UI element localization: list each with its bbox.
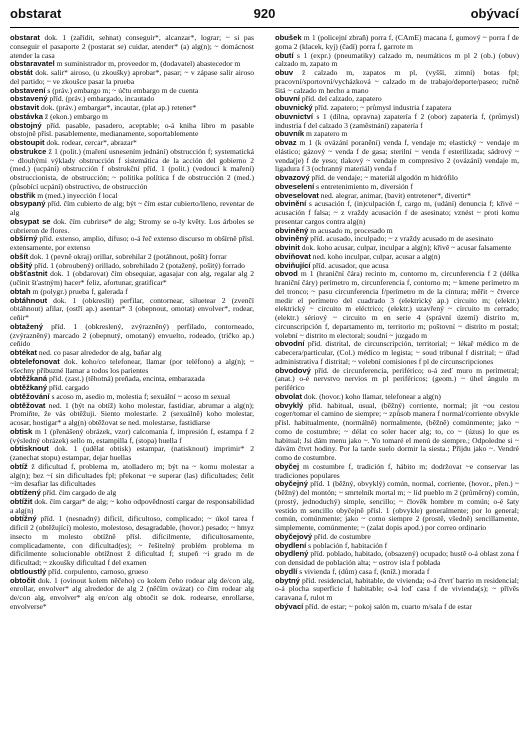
entry-definition: ned. 1 (být na obtíž) koho molestar, fastidiar, abrumar a alg(n); Promiňte, že vás obtěžuji. Siento molestarle. 2 (sexuálně) koho molestar, acosar, hostigar* a alg(n) obtěžovat se ned. molestarse, fastidiarse (10, 400, 254, 427)
entry-headword: obvod (275, 269, 298, 279)
entry-definition: dok. salir* airoso, (u zkoušky) aprobar*, pasar; ~ v zápase salir airoso del partido; ~ ve zkoušce pasar la prueba (10, 68, 254, 86)
entry-headword: obviněný (275, 234, 309, 244)
dictionary-entry (10, 428, 254, 446)
entry-headword: obvyklý (275, 400, 304, 410)
entry-headword: obtisk (10, 426, 33, 436)
entry-definition: ned. alegrar, animar, (bavit) entretener*, divertir* (318, 190, 471, 200)
entry-headword: obtelefonovat (10, 356, 60, 366)
entry-headword: obytný (275, 575, 300, 585)
entry-headword: obstavení (10, 85, 46, 95)
entry-definition: s entretenimiento m, diversión f (314, 181, 413, 191)
entry-headword: obšťastnit (10, 269, 48, 279)
entry-headword: obtáhnout (10, 295, 48, 305)
entry-headword: obsypat se (10, 216, 51, 226)
dictionary-entry (275, 34, 519, 52)
entry-definition: příd. čím cargado de alg (40, 488, 117, 497)
entry-headword: obtěžování (10, 391, 50, 401)
dictionary-entry (10, 445, 254, 463)
entry-headword: obšít (10, 251, 29, 261)
entry-definition: m suministrador m, proveedor m, (dodavatel) abastecedor m (54, 59, 241, 69)
entry-headword: obyčej (275, 461, 300, 471)
entry-definition: m zapatero m (304, 129, 348, 139)
entry-definition: příd. čím cubierto de alg; být ~ čím estar cubierto/lleno, reventar de alg (10, 199, 254, 217)
entry-definition: ž dificultad f, problema m, atolladero m; být na ~ komu molestar a alg(n); bez ~í sin dificultades fpl; překonat ~e superar (las) dificultades; čelit ~ím desafiar las dificultades (10, 461, 254, 489)
dictionary-entry (275, 270, 519, 340)
right-column (275, 34, 519, 744)
entry-definition: příd. poblado, habitado, (obsazený) ocupado; hustě o-á oblast zona f con densidad de población alta; ~ ostrov isla f poblada (275, 549, 519, 567)
entry-headword: obuvní (275, 94, 300, 104)
entry-definition: ž (ekon.) embargo m (42, 111, 108, 121)
entry-headword: obveselovat (275, 190, 319, 200)
entry-definition: m 1 (přenášený obrázek, vzor) calcomanía f, impresión f, estampa f 2 (výsledný obrázek) sello m, estampilla f, (stopa) huella f (10, 426, 254, 445)
entry-headword: obveselení (275, 181, 315, 191)
entry-headword: obydlený (275, 549, 309, 559)
entry-definition: m 1 (k ovázání poranění) venda f, vendaje m; elastický ~ vendaje m elástico; gázový ~ venda f de gasa; sterilní ~ venda f esterilizada; sádrový ~ venda(je) f de yeso; tlakový ~ vendaje m compresivo 2 (ovázání) vendaje m, ligadura f 3 (ochranný materiál) venda f (275, 138, 519, 174)
dictionary-entry (10, 148, 254, 192)
entry-definition: s vivienda f, (dům) casa f, (kníž.) morada f (297, 566, 430, 576)
entry-headword: obstát (10, 68, 33, 77)
dictionary-entry (275, 200, 519, 226)
entry-definition: ned. co pasar alrededor de alg, bañar alg (37, 348, 162, 357)
entry-definition: m 1 (policejní zbraň) porra f, (CAmE) macana f, gumový ~ porra f de goma 2 (klacek, kyj) (čadí) porra f, garrote m (275, 34, 519, 51)
entry-headword: obvodový (275, 365, 311, 375)
entry-definition: dok. (práv.) embargar*, incautar, (plat ap.) retener* (39, 103, 197, 112)
guide-word-last: obývací (470, 6, 519, 21)
page-number: 920 (253, 6, 276, 21)
entry-headword: obvinit (275, 243, 300, 252)
left-column (10, 34, 254, 744)
dictionary-entry (10, 515, 254, 568)
entry-definition: dok. 1 (zařídit, sehnat) conseguir*, alcanzar*, lograr; ~ si pas conseguir el pasaporte 2 (postarat se) cuidar, atender* (a) alg(n); ~ domácnost atender la casa (10, 34, 254, 60)
entry-definition: příd. distrital, de circunscripción, territorial; ~ lékař médico m de cabecera/particular, (Col.) médico m legista; ~ soud tribunal f distrital; ~ úřad administrativa f distrital; ~ volební comisiones f pl de circunscripciones (275, 339, 519, 366)
entry-definition: dok. koho/co telefonear, llamar (por teléfono) a alg(n); ~ všechny příbuzné llamar a todos los parientes (10, 356, 254, 375)
entry-headword: obtížený (10, 488, 41, 497)
entry-definition: příd. de vendaje; ~ materiál algodón m hidrófilo (309, 173, 458, 182)
entry-headword: obtisknout (10, 444, 49, 454)
entry-headword: obstávka (10, 111, 43, 121)
entry-headword: obuvník (275, 129, 305, 139)
entry-definition: ž 1 (polit.) (maření usnesením jednání) obstrucción f; systematická ~ dlouhými výklady obstrucción f sistemática de la acción del gobierno 2 (med.) (ucpání) obstrucción f obstrukční příd. 1 (polit.) (vedoucí k maření) obstruccionista, de obstrucción; ~ politika política f de obstrucción 2 (med.) (působící ucpání) obstructivo, de obstrucción (10, 146, 254, 191)
entry-definition: příd. 1 (běžný, obvyklý) común, normal, corriente, (hovor., přen.) ~ (běžný) del montón; ~ smrtelník mortal m; ~ lid pueblo m 2 (průměrný) común, (prostý, jednoduchý) simple, sencillo; ~ člověk hombre m común; o-é šaty vestido m sencillo obyčejně přísl. 1 (obvykle) generalmente; por lo general; común, comúnmente; jako ~ como siempre 2 (prostě, všedně) sencillamente, simplemente, comúnmente; ~ (zalat dopis apod.) por correo ordinario (275, 479, 519, 532)
entry-headword: obtížit (10, 496, 33, 506)
dictionary-entry (275, 463, 519, 481)
entry-definition: příd. zapatero; ~ průmysl industria f zapatera (312, 103, 452, 112)
entry-definition: m costumbre f, tradición f, hábito m; dodržovat ~e conservar las tradiciones populares (275, 461, 519, 480)
dictionary-entry (10, 463, 254, 489)
entry-definition: příd. residencial, habitable, de vivienda; o-á čtvrť barrio m residencial; o-á plocha superficie f habitable; o-á loď casa f de vivienda(s); ~ přívěs caravana f, rulot m (275, 575, 519, 602)
entry-definition: příd. extenso, amplio, difuso; o-á řeč extenso discurso m obšírně přísl. extensamente, por extenso (10, 234, 254, 252)
entry-definition: s población f, habitación f (306, 540, 388, 550)
entry-headword: obviňující (275, 260, 311, 270)
entry-headword: obstoupit (10, 138, 45, 147)
entry-headword: obtažený (10, 321, 43, 331)
dictionary-entry (275, 402, 519, 463)
dictionary-entry (275, 577, 519, 603)
entry-headword: obvaz (275, 138, 297, 147)
entry-definition: příd. del calzado, zapatero (299, 94, 382, 104)
entry-headword: obvolat (275, 391, 303, 401)
entry-headword: obtočit (10, 575, 36, 585)
entry-definition: dok. 1 (pevně okraj) orillar, sobrehilar 2 (potáhnout, pošít) forrar (28, 251, 227, 261)
dictionary-entry (10, 218, 254, 236)
dictionary-entry (275, 550, 519, 568)
entry-headword: obvinění (275, 199, 307, 209)
entry-definition: m 1 (hraniční čára) recinto m, contorno m, circunferencia f 2 (délka hraniční čáry) perímetro m, circunferencia f, contorno m; ~ kmene perímetro m del tronco; ~ pasu circunferencia f/perímetro m de la cintura; měřit ~ čtverce medir el perímetro del cuadrado 3 (elektrický ap.) circuito m; (elektr.) elektrický ~ circuito m eléctrico; (elektr.) uzavřený ~ circuito m cerrado; (elektr.) sériový ~ circuito m en serie 4 (správní území) distrito m, circunscripción f, departamento m, territorio m; poštovní ~ distrito m postal; volební ~ distrito m electoral; soudní ~ juzgado m (275, 269, 519, 340)
entry-definition: příd. de costumbre (312, 531, 371, 541)
entry-definition: příd. pasable, pasadero, aceptable; o-á kniha libro m pasable obstojně přísl. pasablemente, medianamente, soportablemente (10, 120, 254, 139)
entry-definition: m acusado m, procesado m (308, 225, 393, 235)
entry-definition: m (polygr.) prueba f, galerada f (30, 286, 128, 296)
entry-definition: příd. acusador, que acusa (310, 260, 389, 270)
entry-headword: obvodní (275, 339, 305, 349)
entry-headword: obuv (275, 68, 294, 77)
dictionary-entry (10, 34, 254, 60)
entry-definition: příd. (práv.) embargado, incautado (47, 94, 155, 104)
entry-headword: obutí (275, 50, 294, 60)
entry-headword: obtěžkaný (10, 383, 48, 392)
guide-word-first: obstarat (10, 6, 62, 21)
dictionary-entry (10, 235, 254, 253)
entry-headword: obtah (10, 286, 31, 296)
entry-definition: dok. čím cubrirse* de alg; Stromy se o-ly květy. Los árboles se cubrieron de flores. (10, 216, 254, 235)
entry-definition: dok. koho acusar, culpar, inculpar a alg(n); křivě ~ acusar falsamente (299, 243, 512, 252)
dictionary-entry (10, 358, 254, 376)
dictionary-entry (275, 340, 519, 366)
dictionary-entry (10, 323, 254, 349)
dictionary-entry (275, 139, 519, 174)
dictionary-entry (10, 270, 254, 288)
entry-headword: obydlí (275, 566, 298, 576)
entry-headword: obývací (275, 601, 304, 611)
entry-definition: ned. koho inculpar, culpar, acusar a alg(n) (310, 251, 441, 261)
entry-definition: příd. habitual, usual, (běžný) corriente, normal; jít ~ou cestou coger/tomar el camino de siempre; ~ způsob manera f normal/corriente obvykle přísl. habitualmente, (normálně) normalmente, (běžně) comúnmente; jako ~ como de costumbre; ~ délat co soler hacer alg; to, co ~ (úzus) lo que es habitual; Jsi dám menu jako ~. Yo tomaré el menú de siempre.; Odpoledne si ~ dávám čtvrt hodiny. Por la tarde suelo dormir la siesta.; Přijdu jako ~. Vendré como de costumbre. (275, 400, 519, 462)
entry-definition: příd. 1 (obkreslený, zvýrazněný) perfilado, contorneado, (zvýrazněný) marcado 2 (obepnutý, omotaný) envuelto, rodeado, (tričko ap.) ceñido (10, 321, 254, 349)
entry-headword: obstaravatel (10, 59, 55, 69)
entry-headword: obtékat (10, 348, 38, 357)
entry-headword: obtěžovat (10, 400, 46, 410)
entry-definition: dok. (hovor.) koho llamar, telefonear a alg(n) (302, 391, 441, 401)
entry-headword: obtíž (10, 461, 28, 471)
entry-definition: dok. 1 (udělat obtisk) estampar, (natisknout) imprimir* 2 (zanechat stopu) estampar, dejar huellas (10, 444, 254, 462)
entry-headword: obvazový (275, 173, 310, 182)
dictionary-entry (10, 577, 254, 612)
entry-headword: obšírný (10, 234, 38, 244)
entry-definition: příd. (zast.) (těhotná) preñada, encinta, embarazada (47, 374, 205, 384)
entry-headword: obstavit (10, 103, 40, 112)
entry-headword: obydlení (275, 540, 307, 550)
entry-headword: obstavený (10, 94, 48, 104)
entry-definition: s acusación f, (in)culpación f, cargo m, (udání) denuncia f; křivé ~ acusación f falsa; ~ z vraždy acusación f de asesinato; vznést ~ proti komu presentar cargos contra alg(n) (275, 199, 519, 226)
entry-definition: příd. de estar; ~ pokoj salón m, cuarto m/sala f de estar (303, 601, 472, 611)
entry-definition: příd. corpulento, carnoso, grueso (46, 566, 149, 576)
dictionary-entry (275, 367, 519, 393)
entry-definition: příd. 1 (nesnadný) difícil, dificultoso, complicado; ~ úkol tarea f difícil 2 (obtěžující) molesto, molestoso, desagradable, (hovor.) pesado; ~ hmyz insecto m molesto obtížně přísl. difícilmente, dificultosamente, complicadamente, con dificultad(es); ~ řešitelný problém problema m difícilmente solucionable obtížnost ž dificultad f; stupeň ~i grado m de dificultad; ~ zkoušky dificultad f del examen (10, 514, 254, 567)
dictionary-entry (275, 69, 519, 95)
entry-definition: dok. 1 (ovinout kolem něčeho) co kolem čeho rodear alg de/con alg, enrollar, envolver* alg alrededor de alg 2 (něčím ovázat) co čím rodear alg de/con alg, envolver* alg en/con alg obtočit se dok. rodearse, enrollarse, envolverse* (10, 575, 254, 611)
dictionary-entry (275, 603, 519, 612)
entry-headword: obyčejový (275, 531, 313, 541)
dictionary-entry (275, 52, 519, 70)
entry-definition: příd. cargado (47, 383, 89, 392)
entry-definition: m (med.) inyección f local (35, 190, 118, 200)
entry-definition: příd. acusado, inculpado; ~ z vraždy acusado m de asesinato (308, 234, 494, 244)
page-header (10, 5, 519, 29)
dictionary-entry (275, 480, 519, 533)
entry-headword: obšitý (10, 260, 33, 270)
entry-headword: obtěžkaná (10, 374, 48, 384)
dictionary-entry (10, 498, 254, 516)
entry-definition: dok. 1 (obkreslit) perfilar, contornear, siluetear 2 (zvenčí obtáhnout) afilar, (ostří ap.) asentar* 3 (obepnout, omotat) envolver*, rodear, ceñir* (10, 295, 254, 322)
dictionary-entry (10, 69, 254, 87)
entry-definition: s 1 (dílna, opravna) zapatería f 2 (obor) zapatería f, (průmysl) industria f del calzado 3 (zaměstnání) zapatería f (275, 111, 519, 130)
entry-definition: dok. čím cargar* de alg; ~ koho odpovědností cargar de responsabilidad a alg(n) (10, 496, 254, 515)
entry-headword: obviněný (275, 225, 309, 235)
entry-headword: obstarat (10, 34, 40, 42)
entry-headword: obtloustlý (10, 566, 47, 576)
entry-definition: s acoso m, asedio m, molestia f; sexuální ~ acoso m sexual (49, 391, 231, 401)
entry-definition: ž calzado m, zapatos m pl, (vyšší, zimní) botas fpl; pracovní/sportovní/vycházková ~ calzado m de trabajo/deporte/paseo; ručně šitá ~ calzado m hecho a mano (275, 68, 519, 95)
entry-headword: obviňovat (275, 251, 311, 261)
dictionary-entry (10, 297, 254, 323)
entry-definition: dok. rodear, cercar*, abrazar* (44, 138, 137, 147)
dictionary-entry (275, 113, 519, 131)
entry-definition: s 1 (expr.) (pneumatiky) calzado m, neumáticos m pl 2 (ob.) (obuv) calzado m, zapato m (275, 50, 519, 69)
dictionary-entry (10, 402, 254, 428)
entry-headword: obstojný (10, 120, 42, 130)
entry-headword: obtížný (10, 514, 37, 524)
entry-definition: příd. de circunferencia, periférico; o-á zeď muro m perimetral; (anat.) o-é nervstvo nervios m pl periféricos; (geom.) ~ úhel ángulo m periférico (275, 365, 519, 392)
entry-headword: obsypaný (10, 199, 46, 209)
entry-headword: obstřik (10, 190, 36, 200)
header-rule (10, 27, 519, 28)
entry-headword: obuvnický (275, 103, 313, 112)
entry-headword: obušek (275, 34, 302, 42)
dictionary-entry (10, 122, 254, 140)
entry-headword: obuvnictví (275, 111, 313, 121)
entry-headword: obstrukce (10, 146, 47, 156)
entry-definition: příd. 1 (obroubený) orillado, sobrehilado 2 (potažený, pošitý) forrado (32, 260, 245, 270)
entry-headword: obyčejný (275, 479, 308, 489)
entry-definition: s (práv.) embargo m; ~ účtu embargo m de cuenta (45, 85, 199, 95)
dictionary-entry (10, 200, 254, 218)
entry-definition: dok. 1 (obdarovat) čím obsequiar, agasajar con alg, regalar alg 2 (učinit šťastným) hacer* feliz, afortunar, gratificar* (10, 269, 254, 287)
